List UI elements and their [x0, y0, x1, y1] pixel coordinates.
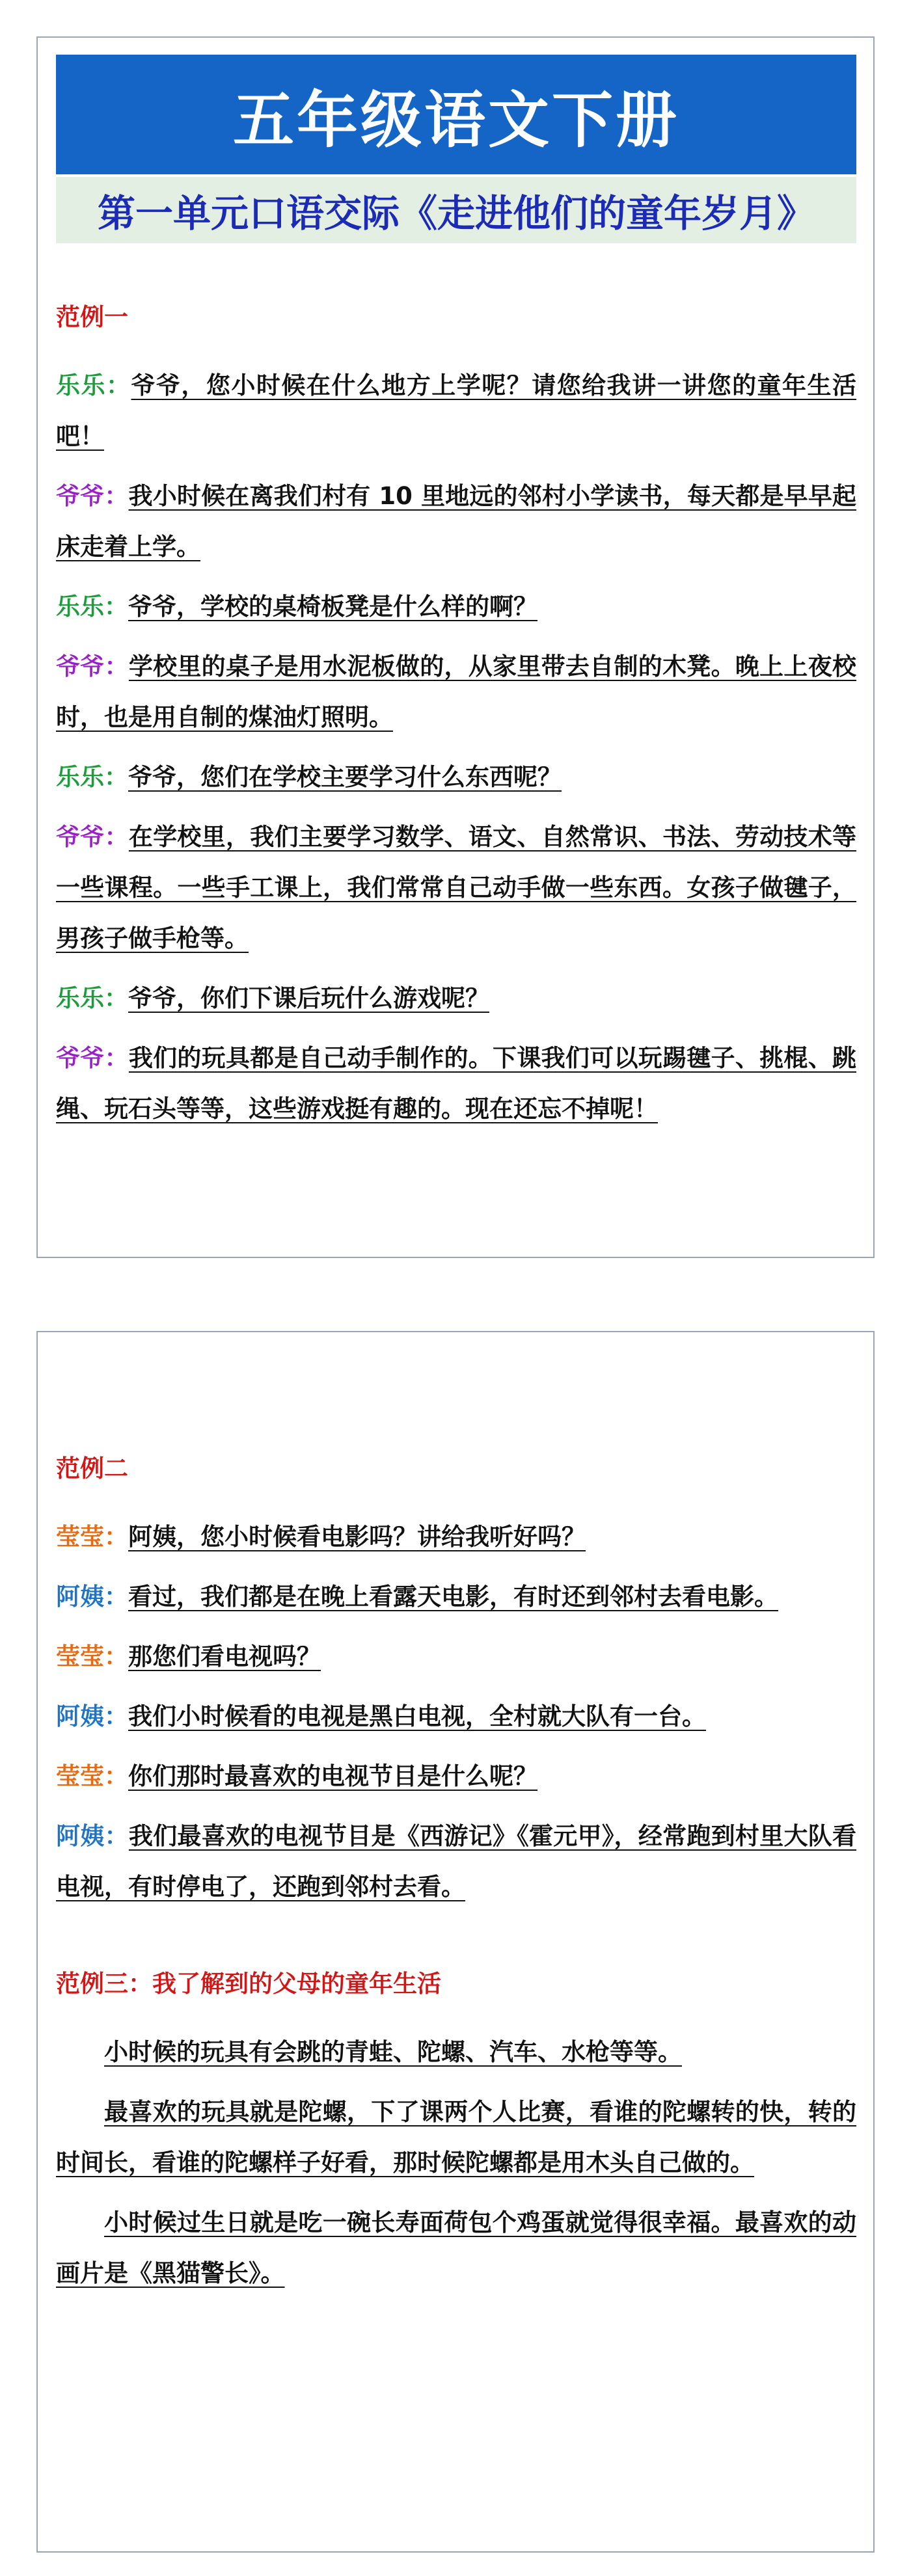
dialogue-line [56, 641, 856, 743]
dialogue-line [56, 1512, 856, 1563]
speaker-label: 阿姨： [56, 1583, 128, 1611]
dialogue-text: 爷爷，您小时候在什么地方上学呢？请您给我讲一讲您的童年生活吧！ [56, 371, 856, 450]
dialogue-text: 在学校里，我们主要学习数学、语文、自然常识、书法、劳动技术等一些课程。一些手工课上，我们常常自己动手做一些东西。女孩子做毽子，男孩子做手枪等。 [56, 823, 856, 952]
dialogue-line [56, 752, 856, 803]
narrative-paragraph [56, 2197, 856, 2299]
speaker-label: 阿姨： [56, 1822, 129, 1850]
example-three-heading: 范例三：我了解到的父母的童年生活 [56, 1970, 441, 1998]
dialogue-text: 那您们看电视吗？ [128, 1643, 321, 1670]
dialogue-text: 我们的玩具都是自己动手制作的。下课我们可以玩踢毽子、挑棍、跳绳、玩石头等等，这些游戏挺有趣的。现在还忘不掉呢！ [56, 1044, 856, 1123]
speaker-label: 爷爷： [56, 823, 129, 851]
dialogue-text: 你们那时最喜欢的电视节目是什么呢？ [128, 1762, 537, 1790]
dialogue-line [56, 1033, 856, 1134]
speaker-label: 莹莹： [56, 1762, 128, 1790]
speaker-label: 爷爷： [56, 1044, 129, 1072]
example-one-heading: 范例一 [56, 303, 128, 331]
page-title: 五年级语文下册 [56, 55, 856, 174]
dialogue-line [56, 471, 856, 572]
dialogue-text: 我小时候在离我们村有 10 里地远的邻村小学读书，每天都是早早起床走着上学。 [56, 482, 856, 561]
dialogue-text: 我们最喜欢的电视节目是《西游记》《霍元甲》，经常跑到村里大队看电视，有时停电了，还跑到邻村去看。 [56, 1822, 857, 1901]
dialogue-line [56, 812, 856, 964]
dialogue-line [56, 582, 856, 632]
speaker-label: 莹莹： [56, 1643, 128, 1670]
narrative-paragraph [56, 2027, 856, 2078]
example-two-heading: 范例二 [56, 1455, 128, 1483]
dialogue-text: 阿姨，您小时候看电影吗？讲给我听好吗？ [128, 1523, 586, 1551]
page-subtitle: 第一单元口语交际《走进他们的童年岁月》 [56, 177, 856, 243]
speaker-label: 乐乐： [56, 984, 128, 1012]
speaker-label: 乐乐： [56, 763, 128, 791]
dialogue-line [56, 360, 856, 462]
dialogue-text: 爷爷，学校的桌椅板凳是什么样的啊？ [128, 593, 537, 621]
paragraph-text: 小时候过生日就是吃一碗长寿面荷包个鸡蛋就觉得很幸福。最喜欢的动画片是《黑猫警长》。 [56, 2208, 856, 2287]
example-two-section [56, 1449, 856, 2308]
paragraph-text: 小时候的玩具有会跳的青蛙、陀螺、汽车、水枪等等。 [104, 2038, 682, 2066]
dialogue-text: 看过，我们都是在晚上看露天电影，有时还到邻村去看电影。 [128, 1583, 778, 1611]
example-one-section [56, 298, 856, 1144]
speaker-label: 爷爷： [56, 652, 129, 680]
speaker-label: 乐乐： [56, 371, 131, 399]
dialogue-line [56, 1751, 856, 1802]
dialogue-text: 学校里的桌子是用水泥板做的，从家里带去自制的木凳。晚上上夜校时，也是用自制的煤油灯照明。 [56, 652, 856, 731]
dialogue-line [56, 1691, 856, 1742]
speaker-label: 莹莹： [56, 1523, 128, 1551]
dialogue-line [56, 1572, 856, 1622]
narrative-paragraph [56, 2087, 856, 2188]
dialogue-text: 我们小时候看的电视是黑白电视，全村就大队有一台。 [128, 1702, 706, 1730]
speaker-label: 阿姨： [56, 1702, 128, 1730]
paragraph-text: 最喜欢的玩具就是陀螺，下了课两个人比赛，看谁的陀螺转的快，转的时间长，看谁的陀螺样子好看，那时候陀螺都是用木头自己做的。 [56, 2098, 856, 2177]
dialogue-text: 爷爷，你们下课后玩什么游戏呢？ [128, 984, 489, 1012]
page-two [36, 1331, 875, 2553]
speaker-label: 爷爷： [56, 482, 129, 510]
dialogue-text: 爷爷，您们在学校主要学习什么东西呢？ [128, 763, 562, 791]
page-one [36, 36, 875, 1258]
dialogue-line [56, 973, 856, 1024]
dialogue-line [56, 1811, 856, 1912]
speaker-label: 乐乐： [56, 593, 128, 621]
dialogue-line [56, 1631, 856, 1682]
